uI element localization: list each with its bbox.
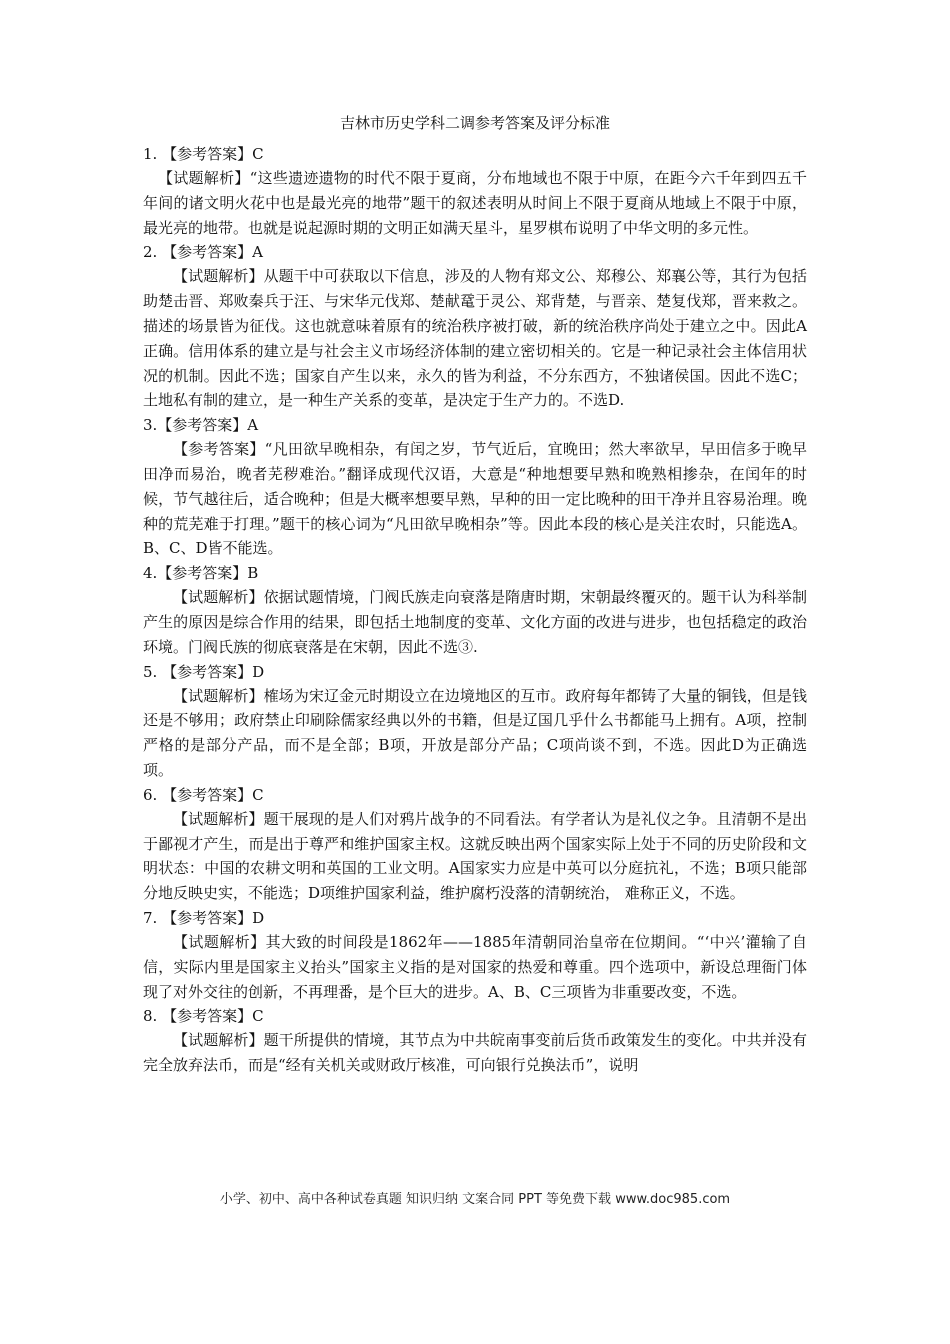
answer-item-2 bbox=[143, 240, 807, 413]
document-title: 吉林市历史学科二调参考答案及评分标准 bbox=[339, 114, 610, 132]
answer-item-6 bbox=[143, 783, 807, 906]
analysis-paragraph: 【试题解析】题干展现的是人们对鸦片战争的不同看法。有学者认为是礼仪之争。且清朝不是出于鄙视才产生，而是出于尊严和维护国家主权。这就反映出两个国家实际上处于不同的历史阶段和文明状态：中国的农耕文明和英国的工业文明。A国家实力应是中英可以分庭抗礼，不选；B项只能部分地反映史实，不能选；D项维护国家利益，维护腐朽没落的清朝统治， 难称正义，不选。 bbox=[143, 809, 807, 903]
answer-line: 8. 【参考答案】C bbox=[143, 1007, 264, 1026]
analysis-paragraph: 【试题解析】“这些遗迹遗物的时代不限于夏商，分布地域也不限于中原，在距今六千年到四五千年间的诸文明火花中也是最光亮的地带”题干的叙述表明从时间上不限于夏商从地域上不限于中原，最光亮的地带。也就是说起源时期的文明正如满天星斗，星罗棋布说明了中华文明的多元性。 bbox=[143, 169, 807, 237]
answer-line: 6. 【参考答案】C bbox=[143, 785, 264, 804]
answer-line: 2. 【参考答案】A bbox=[143, 243, 263, 262]
page-footer: 小学、初中、高中各种试卷真题 知识归纳 文案合同 PPT 等免费下载 www.doc985.com bbox=[219, 1192, 731, 1207]
answer-item-1 bbox=[143, 142, 807, 240]
answer-line: 3.【参考答案】A bbox=[143, 416, 259, 435]
answer-item-4 bbox=[143, 561, 807, 659]
answer-line: 7. 【参考答案】D bbox=[143, 908, 265, 927]
answer-item-5 bbox=[143, 660, 807, 783]
analysis-paragraph: 【参考答案】“凡田欲早晚相杂，有闰之岁，节气近后，宜晚田；然大率欲早，早田信多于晚早田净而易治，晚者芜秽难治。”翻译成现代汉语，大意是“种地想要早熟和晚熟相掺杂，在闰年的时候，节气越往后，适合晚种；但是大概率想要早熟，早种的田一定比晚种的田干净并且容易治理。晚种的荒芜难于打理。”题干的核心词为“凡田欲早晚相杂”等。因此本段的核心是关注农时，只能选A。B、C、D皆不能选。 bbox=[143, 440, 807, 558]
answer-item-7 bbox=[143, 906, 807, 1004]
answer-line: 5. 【参考答案】D bbox=[143, 662, 265, 681]
answer-item-3 bbox=[143, 413, 807, 561]
answer-line: 4.【参考答案】B bbox=[143, 564, 259, 583]
answer-line: 1. 【参考答案】C bbox=[143, 145, 264, 163]
analysis-paragraph: 【试题解析】题干所提供的情境，其节点为中共皖南事变前后货币政策发生的变化。中共并没有完全放弃法币，而是“经有关机关或财政厅核准，可向银行兑换法币”，说明 bbox=[143, 1031, 807, 1075]
analysis-paragraph: 【试题解析】其大致的时间段是1862年——1885年清朝同治皇帝在位期间。“‘中兴’灌输了自信，实际内里是国家主义抬头”国家主义指的是对国家的热爱和尊重。四个选项中，新设总理衙门体现了对外交往的创新，不再理番，是个巨大的进步。A、B、C三项皆为非重要改变，不选。 bbox=[143, 932, 807, 1001]
analysis-paragraph: 【试题解析】榷场为宋辽金元时期设立在边境地区的互市。政府每年都铸了大量的铜钱，但是钱还是不够用；政府禁止印刷除儒家经典以外的书籍，但是辽国几乎什么书都能马上拥有。A项，控制严格的是部分产品，而不是全部；B项，开放是部分产品；C项尚谈不到，不选。因此D为正确选项。 bbox=[143, 686, 807, 779]
analysis-paragraph: 【试题解析】依据试题情境，门阀氏族走向衰落是隋唐时期，宋朝最终覆灭的。题干认为科举制产生的原因是综合作用的结果，即包括土地制度的变革、文化方面的改进与进步，也包括稳定的政治环境。门阀氏族的彻底衰落是在宋朝，因此不选③. bbox=[143, 588, 807, 656]
answer-item-8 bbox=[143, 1004, 807, 1078]
analysis-paragraph: 【试题解析】从题干中可获取以下信息，涉及的人物有郑文公、郑穆公、郑襄公等，其行为包括助楚击晋、郑败秦兵于汪、与宋华元伐郑、楚献鼋于灵公、郑背楚，与晋亲、楚复伐郑，晋来救之。描述的场景皆为征伐。这也就意味着原有的统治秩序被打破，新的统治秩序尚处于建立之中。因此A正确。信用体系的建立是与社会主义市场经济体制的建立密切相关的。它是一种记录社会主体信用状况的机制。因此不选；国家自产生以来，永久的皆为利益，不分东西方，不独诸侯国。因此不选C；土地私有制的建立，是一种生产关系的变革，是决定于生产力的。不选D. bbox=[143, 267, 807, 410]
document-page bbox=[143, 112, 807, 1078]
